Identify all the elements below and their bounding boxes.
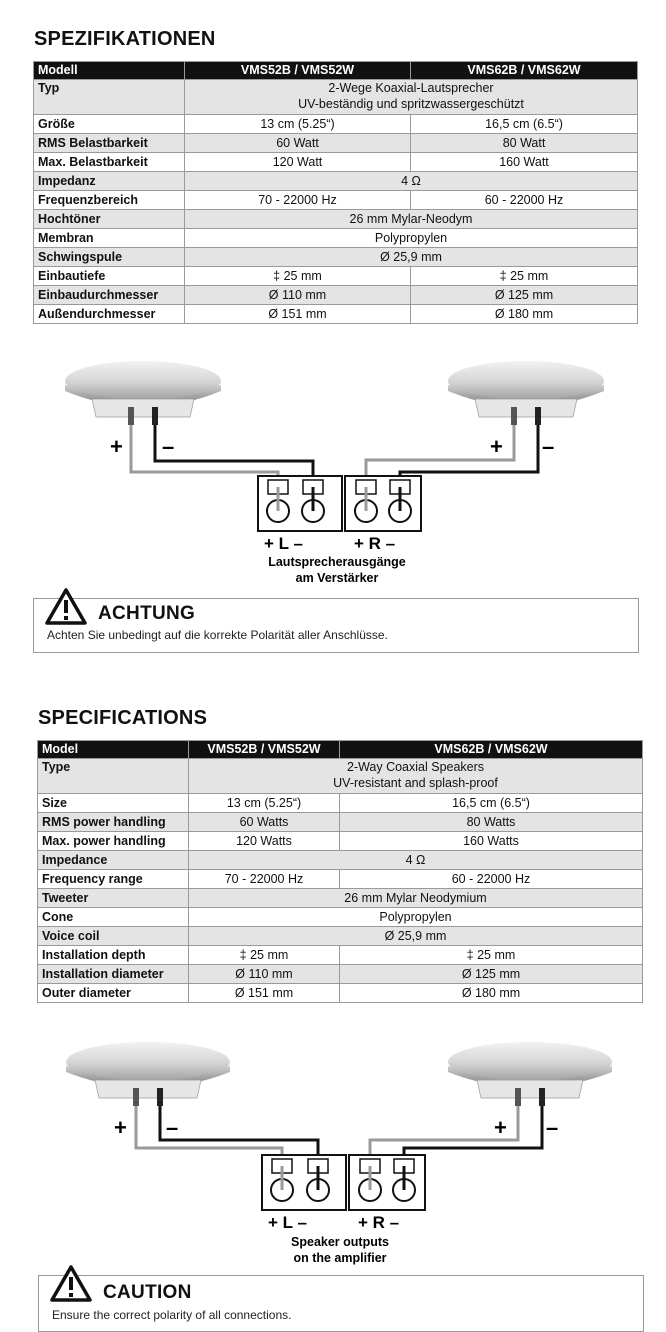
table-row — [38, 832, 643, 851]
table-row — [38, 851, 643, 870]
channel-label-left: + L – — [264, 534, 303, 553]
type-line-1: 2-Way Coaxial Speakers — [346, 760, 485, 774]
wire-left-positive — [136, 1106, 282, 1166]
speaker-left-icon — [66, 1042, 230, 1106]
row-value: ‡ 25 mm — [340, 946, 643, 965]
row-value: 16,5 cm (6.5“) — [340, 794, 643, 813]
channel-label-right: + R – — [354, 534, 396, 553]
row-value: 160 Watt — [411, 153, 638, 172]
diagram-caption-line1: Speaker outputs — [291, 1235, 389, 1249]
caution-title: ACHTUNG — [98, 603, 196, 624]
row-label: Voice coil — [38, 927, 189, 946]
table-row — [34, 267, 638, 286]
table-row — [34, 115, 638, 134]
row-label: Outer diameter — [38, 984, 189, 1003]
row-label: Max. Belastbarkeit — [34, 153, 185, 172]
row-value: 60 Watts — [189, 813, 340, 832]
type-line-2: UV-beständig und spritzwassergeschützt — [298, 97, 524, 111]
row-value-span: Polypropylen — [189, 908, 643, 927]
table-row — [38, 946, 643, 965]
speaker-right-icon — [448, 361, 604, 425]
table-row — [34, 172, 638, 191]
row-value: 13 cm (5.25“) — [185, 115, 411, 134]
caution-title: CAUTION — [103, 1282, 192, 1303]
row-value: Ø 180 mm — [411, 305, 638, 324]
polarity-plus-left: + — [114, 1115, 127, 1140]
table-header-cell: Modell — [34, 62, 185, 80]
row-label: Einbautiefe — [34, 267, 185, 286]
spec-table-en — [37, 740, 643, 1003]
caution-box-en — [38, 1275, 644, 1332]
caution-box-de — [33, 598, 639, 653]
row-label: Cone — [38, 908, 189, 927]
row-label: RMS power handling — [38, 813, 189, 832]
table-row — [38, 908, 643, 927]
caution-text: Achten Sie unbedingt auf die korrekte Polarität aller Anschlüsse. — [47, 628, 388, 642]
spec-table-de — [33, 61, 638, 324]
row-label: Impedance — [38, 851, 189, 870]
row-value: ‡ 25 mm — [189, 946, 340, 965]
table-row — [34, 229, 638, 248]
table-row — [34, 286, 638, 305]
row-value: 60 - 22000 Hz — [340, 870, 643, 889]
row-value-span: Ø 25,9 mm — [185, 248, 638, 267]
row-label: Type — [38, 759, 189, 794]
row-value-span: 4 Ω — [185, 172, 638, 191]
row-value-span: Ø 25,9 mm — [189, 927, 643, 946]
row-value: 120 Watts — [189, 832, 340, 851]
polarity-minus-left: – — [166, 1115, 179, 1140]
row-value: 160 Watts — [340, 832, 643, 851]
table-header-cell: VMS52B / VMS52W — [189, 741, 340, 759]
row-value: 120 Watt — [185, 153, 411, 172]
table-header-cell: Model — [38, 741, 189, 759]
table-header-cell: VMS62B / VMS62W — [340, 741, 643, 759]
terminal-block-icon — [262, 1155, 425, 1210]
table-header-row — [34, 62, 638, 80]
row-value-span — [189, 759, 643, 794]
row-value-span: 26 mm Mylar-Neodym — [185, 210, 638, 229]
polarity-minus-right: – — [542, 434, 555, 459]
table-row — [34, 134, 638, 153]
row-label: Außendurchmesser — [34, 305, 185, 324]
row-value: 13 cm (5.25“) — [189, 794, 340, 813]
row-label: RMS Belastbarkeit — [34, 134, 185, 153]
wiring-diagram-de — [0, 355, 666, 595]
table-row — [38, 870, 643, 889]
wire-left-positive — [131, 425, 278, 487]
table-row — [34, 305, 638, 324]
polarity-plus-right: + — [494, 1115, 507, 1140]
row-value-span — [185, 80, 638, 115]
row-value: Ø 125 mm — [340, 965, 643, 984]
row-value: 16,5 cm (6.5“) — [411, 115, 638, 134]
row-value-span: 26 mm Mylar Neodymium — [189, 889, 643, 908]
table-row — [38, 794, 643, 813]
warning-triangle-icon — [44, 587, 88, 627]
warning-triangle-icon — [49, 1264, 93, 1304]
table-row — [38, 759, 643, 794]
row-label: Schwingspule — [34, 248, 185, 267]
table-row — [34, 80, 638, 115]
row-value: 60 - 22000 Hz — [411, 191, 638, 210]
type-line-2: UV-resistant and splash-proof — [333, 776, 498, 790]
row-value: 80 Watts — [340, 813, 643, 832]
wiring-diagram-en — [0, 1036, 666, 1272]
channel-label-left: + L – — [268, 1213, 307, 1232]
row-label: Installation diameter — [38, 965, 189, 984]
page-title-en: SPECIFICATIONS — [38, 707, 208, 729]
row-label: Impedanz — [34, 172, 185, 191]
diagram-caption-line1: Lautsprecherausgänge — [268, 555, 406, 569]
row-value: ‡ 25 mm — [411, 267, 638, 286]
row-label: Frequency range — [38, 870, 189, 889]
table-header-cell: VMS62B / VMS62W — [411, 62, 638, 80]
polarity-plus-right: + — [490, 434, 503, 459]
row-value: 60 Watt — [185, 134, 411, 153]
speaker-left-icon — [65, 361, 221, 425]
table-row — [34, 210, 638, 229]
channel-label-right: + R – — [358, 1213, 400, 1232]
row-label: Frequenzbereich — [34, 191, 185, 210]
row-value: Ø 180 mm — [340, 984, 643, 1003]
speaker-right-icon — [448, 1042, 612, 1106]
row-value: 70 - 22000 Hz — [185, 191, 411, 210]
row-value: Ø 151 mm — [185, 305, 411, 324]
type-line-1: 2-Wege Koaxial-Lautsprecher — [328, 81, 494, 95]
row-label: Size — [38, 794, 189, 813]
row-label: Typ — [34, 80, 185, 115]
diagram-caption-line2: on the amplifier — [293, 1251, 387, 1265]
table-row — [38, 927, 643, 946]
table-row — [34, 191, 638, 210]
row-label: Einbaudurchmesser — [34, 286, 185, 305]
table-row — [38, 813, 643, 832]
polarity-minus-right: – — [546, 1115, 559, 1140]
polarity-minus-left: – — [162, 434, 175, 459]
table-row — [38, 965, 643, 984]
row-label: Hochtöner — [34, 210, 185, 229]
row-label: Installation depth — [38, 946, 189, 965]
row-value: 70 - 22000 Hz — [189, 870, 340, 889]
terminal-block-icon — [258, 476, 421, 531]
row-label: Membran — [34, 229, 185, 248]
row-value: ‡ 25 mm — [185, 267, 411, 286]
row-value: Ø 125 mm — [411, 286, 638, 305]
page-title-de: SPEZIFIKATIONEN — [34, 28, 216, 50]
diagram-caption-line2: am Verstärker — [295, 571, 379, 585]
table-row — [38, 889, 643, 908]
row-value: 80 Watt — [411, 134, 638, 153]
table-row — [38, 984, 643, 1003]
row-label: Tweeter — [38, 889, 189, 908]
table-row — [34, 248, 638, 267]
table-header-cell: VMS52B / VMS52W — [185, 62, 411, 80]
row-value: Ø 110 mm — [189, 965, 340, 984]
row-label: Max. power handling — [38, 832, 189, 851]
table-row — [34, 153, 638, 172]
row-value-span: Polypropylen — [185, 229, 638, 248]
row-value-span: 4 Ω — [189, 851, 643, 870]
row-label: Größe — [34, 115, 185, 134]
row-value: Ø 151 mm — [189, 984, 340, 1003]
table-header-row — [38, 741, 643, 759]
row-value: Ø 110 mm — [185, 286, 411, 305]
polarity-plus-left: + — [110, 434, 123, 459]
caution-text: Ensure the correct polarity of all connections. — [52, 1308, 292, 1322]
